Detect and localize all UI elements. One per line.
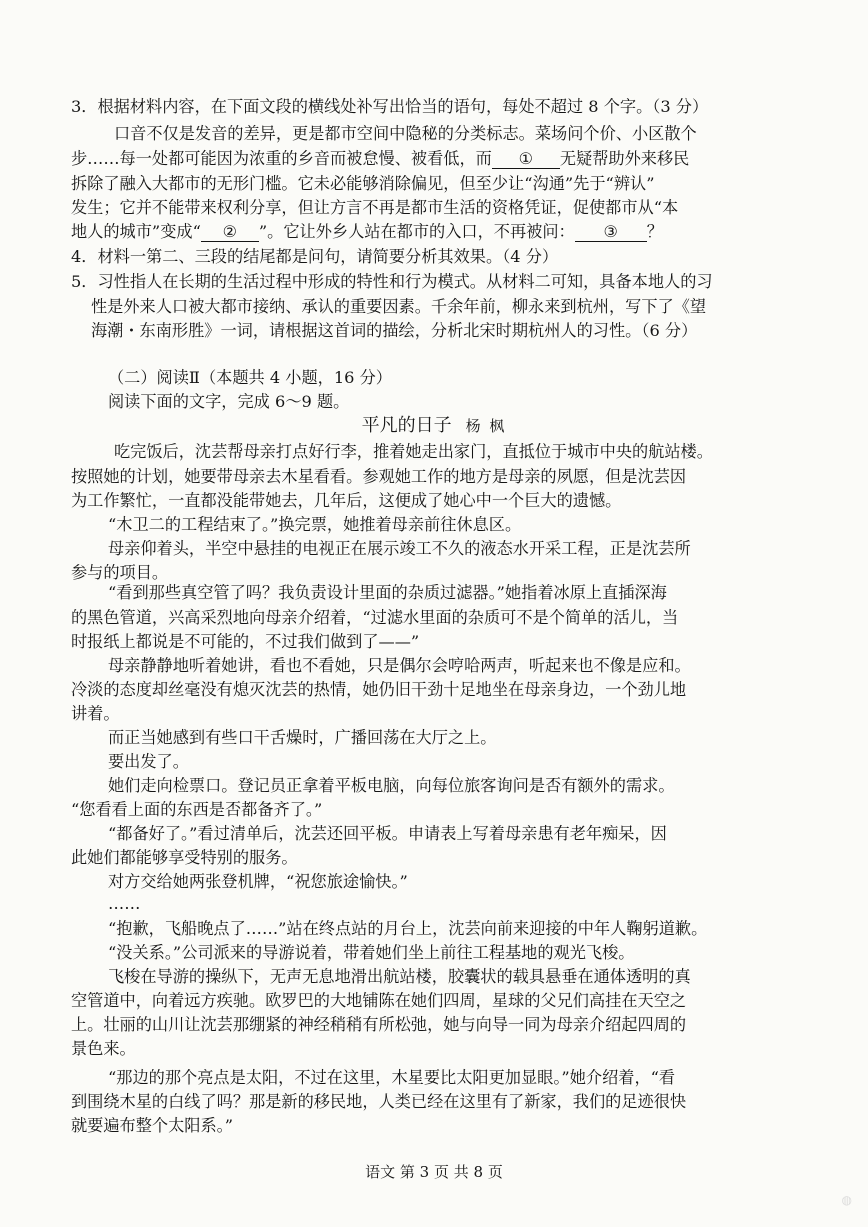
story-line: 对方交给她两张登机牌，“祝您旅途愉快。” <box>108 872 408 891</box>
story-line: “抱歉，飞船晚点了……”站在终点站的月台上，沈芸向前来迎接的中年人鞠躬道歉。 <box>108 919 708 938</box>
question-3-passage-line: 口音不仅是发音的差异，更是都市空间中隐秘的分类标志。菜场问个价、小区散个 <box>114 124 697 143</box>
question-3-passage-line: 发生；它并不能带来权利分享，但让方言不再是都市生活的资格凭证，促使都市从“本 <box>71 198 679 217</box>
story-title-row <box>0 415 868 437</box>
story-line: 讲着。 <box>71 704 120 723</box>
story-line: “木卫二的工程结束了。”换完票，她推着母亲前往休息区。 <box>108 515 522 534</box>
question-5-line: 性是外来人口被大都市接纳、承认的重要因素。千余年前，柳永来到杭州，写下了《望 <box>91 297 707 316</box>
story-line: “都备好了。”看过清单后，沈芸还回平板。申请表上写着母亲患有老年痴呆，因 <box>108 824 667 843</box>
story-line: 而正当她感到有些口干舌燥时，广播回荡在大厅之上。 <box>108 728 497 747</box>
story-line: 时报纸上都说是不可能的，不过我们做到了——” <box>71 632 420 651</box>
answer-blank-3: ③ <box>575 223 647 242</box>
question-3-prompt: 3．根据材料内容，在下面文段的横线处补写出恰当的语句，每处不超过 8 个字。（3 分） <box>71 97 709 116</box>
page-footer: 语文 第 3 页 共 8 页 <box>365 1163 503 1181</box>
story-line: “您看看上面的东西是否都备齐了。” <box>71 800 323 819</box>
story-title: 平凡的日子 <box>361 415 452 436</box>
story-line: 她们走向检票口。登记员正拿着平板电脑，向每位旅客询问是否有额外的需求。 <box>108 776 675 795</box>
story-line: 参与的项目。 <box>71 563 169 582</box>
story-line: 上。壮丽的山川让沈芸那绷紧的神经稍稍有所松弛，她与向导一同为母亲介绍起四周的 <box>71 1015 687 1034</box>
section-instruction: 阅读下面的文字，完成 6～9 题。 <box>108 392 350 411</box>
question-3-passage-line: 步……每一处都可能因为浓重的乡音而被怠慢、被看低，而 ① 无疑帮助外来移民 <box>71 149 690 168</box>
story-line: 为工作繁忙，一直都没能带她去，几年后，这便成了她心中一个巨大的遗憾。 <box>71 491 622 510</box>
story-line: 按照她的计划，她要带母亲去木星看看。参观她工作的地方是母亲的夙愿，但是沈芸因 <box>71 467 687 486</box>
story-line: 到围绕木星的白线了吗？那是新的移民地，人类已经在这里有了新家，我们的足迹很快 <box>71 1092 687 1111</box>
story-line: “看到那些真空管了吗？我负责设计里面的杂质过滤器。”她指着冰原上直插深海 <box>108 583 667 602</box>
watermark-icon: ◍ <box>841 1193 852 1207</box>
question-3-passage-line: 地人的城市”变成“ ② ”。它让外乡人站在都市的入口，不再被问： ③ ？ <box>71 222 663 241</box>
story-line: “那边的那个亮点是太阳，不过在这里，木星要比太阳更加显眼。”她介绍着，“看 <box>108 1068 676 1087</box>
story-line: 母亲仰着头，半空中悬挂的电视正在展示竣工不久的液态水开采工程，正是沈芸所 <box>108 539 691 558</box>
story-line: 的黑色管道，兴高采烈地向母亲介绍着，“过滤水里面的杂质可不是个简单的活儿，当 <box>71 608 679 627</box>
section-heading: （二）阅读Ⅱ（本题共 4 小题，16 分） <box>108 368 392 387</box>
story-line: 要出发了。 <box>108 752 189 771</box>
story-author: 杨 枫 <box>465 417 507 435</box>
story-line: 就要遍布整个太阳系。” <box>71 1116 234 1135</box>
story-line: 吃完饭后，沈芸帮母亲打点好行李，推着她走出家门，直抵位于城市中央的航站楼。 <box>114 442 713 461</box>
question-4: 4．材料一第二、三段的结尾都是问句，请简要分析其效果。（4 分） <box>71 247 559 266</box>
story-line: “没关系。”公司派来的导游说着，带着她们坐上前往工程基地的观光飞梭。 <box>108 943 635 962</box>
answer-blank-2: ② <box>201 223 259 242</box>
story-line: 母亲静静地听着她讲，看也不看她，只是偶尔会哼哈两声，听起来也不像是应和。 <box>108 656 691 675</box>
question-5-line: 海潮・东南形胜》一词，请根据这首词的描绘，分析北宋时期杭州人的习性。（6 分） <box>91 321 698 340</box>
story-line: 此她们都能够享受特别的服务。 <box>71 848 298 867</box>
story-line: 飞梭在导游的操纵下，无声无息地滑出航站楼，胶囊状的载具悬垂在通体透明的真 <box>108 967 691 986</box>
story-line: 空管道中，向着远方疾驰。欧罗巴的大地铺陈在她们四周，星球的父兄们高挂在天空之 <box>71 991 687 1010</box>
question-5-line: 5．习性指人在长期的生活过程中形成的特性和行为模式。从材料二可知，具备本地人的习 <box>71 272 713 291</box>
story-line: 冷淡的态度却丝毫没有熄灭沈芸的热情，她仍旧干劲十足地坐在母亲身边，一个劲儿地 <box>71 680 687 699</box>
answer-blank-1: ① <box>492 150 560 169</box>
story-line: …… <box>108 894 141 913</box>
story-line: 景色来。 <box>71 1039 136 1058</box>
question-3-passage-line: 拆除了融入大都市的无形门槛。它未必能够消除偏见，但至少让“沟通”先于“辨认” <box>71 174 655 193</box>
